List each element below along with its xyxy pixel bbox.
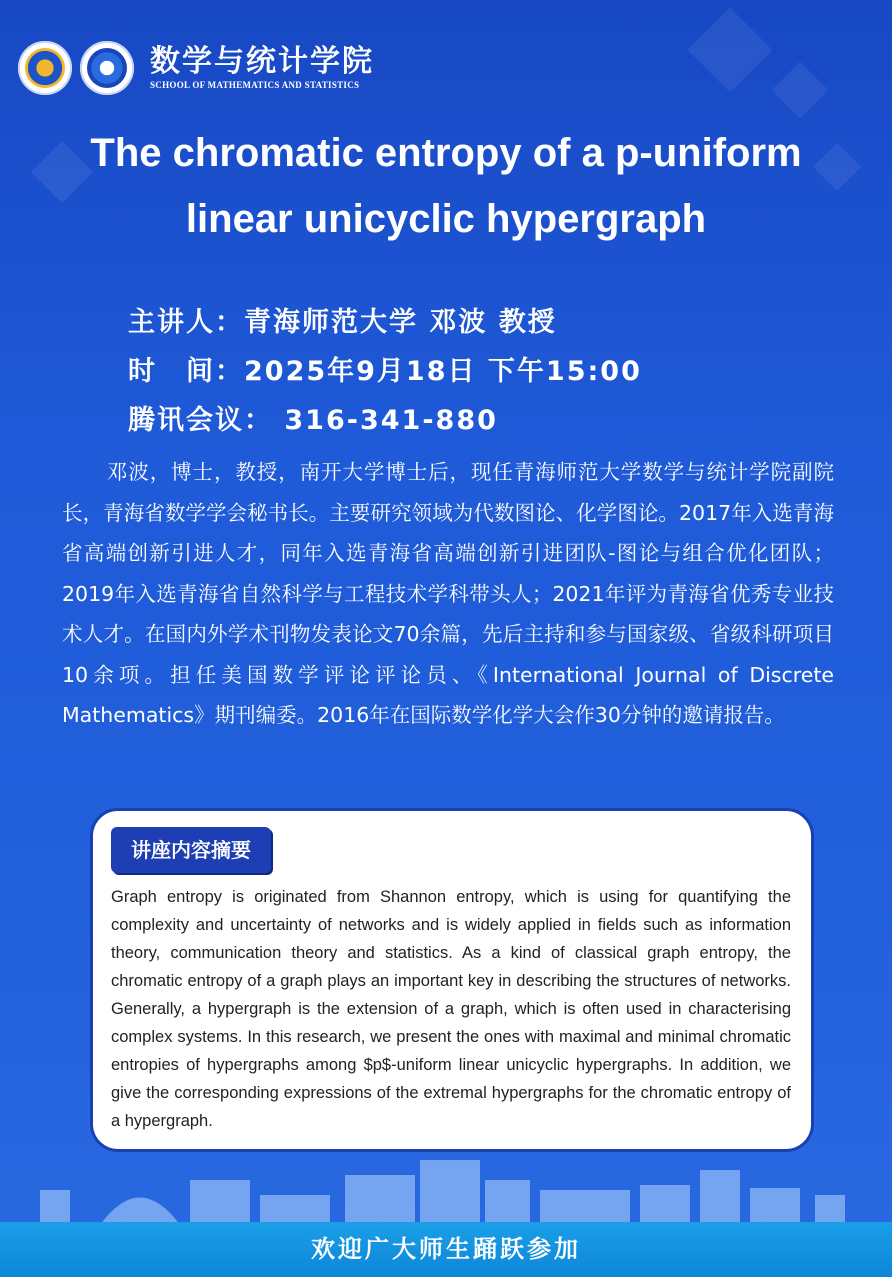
- lecture-title-line1: The chromatic entropy of a p-uniform: [90, 131, 802, 175]
- school-name-en: SCHOOL OF MATHEMATICS AND STATISTICS: [150, 80, 360, 90]
- university-seal-icon: [18, 41, 72, 95]
- abstract-label: 讲座内容摘要: [111, 827, 271, 873]
- abstract-text: Graph entropy is originated from Shannon entropy, which is using for quantifying the complexity and uncertainty of networks and is widely applied in fields such as information theory, communication theory and statistics. As a kind of classical graph entropy, the chromatic entropy of a graph plays an important key in describing the structures of networks. Generally, a hypergraph is the extension of a graph, which is often used in characterising complex systems. In this research, we present the ones with maximal and minimal chromatic entropies of hypergraphs among $p$-uniform linear unicyclic hypergraphs. In addition, we give the corresponding expressions of the extremal hypergraphs for the chromatic entropy of a hypergraph.: [111, 888, 791, 1130]
- lecture-title: [30, 120, 862, 252]
- school-name-cn: 数学与统计学院: [150, 44, 374, 79]
- lecture-title-line2: linear unicyclic hypergraph: [185, 197, 707, 241]
- footer-banner: 欢迎广大师生踊跃参加: [0, 1222, 892, 1277]
- meeting-info: 腾讯会议： 316-341-880: [128, 405, 498, 436]
- speaker-info: 主讲人：青海师范大学 邓波 教授: [128, 307, 557, 338]
- speaker-bio: [62, 452, 834, 736]
- header: [18, 40, 374, 96]
- school-name: [150, 45, 374, 91]
- school-emblem-icon: [80, 41, 134, 95]
- city-skyline-decoration: [0, 1150, 892, 1225]
- time-info: 时 间：2025年9月18日 下午15:00: [128, 356, 642, 387]
- speaker-bio-text: 邓波，博士，教授，南开大学博士后，现任青海师范大学数学与统计学院副院长，青海省数学学会秘书长。主要研究领域为代数图论、化学图论。2017年入选青海省高端创新引进人才，同年入选青海省高端创新引进团队-图论与组合优化团队；2019年入选青海省自然科学与工程技术学科带头人；2021年评为青海省优秀专业技术人才。在国内外学术刊物发表论文70余篇，先后主持和参与国家级、省级科研项目10余项。担任美国数学评论评论员、《International Journal of Discrete Mathematics》期刊编委。2016年在国际数学化学大会作30分钟的邀请报告。: [62, 460, 834, 727]
- abstract-box: [90, 808, 814, 1152]
